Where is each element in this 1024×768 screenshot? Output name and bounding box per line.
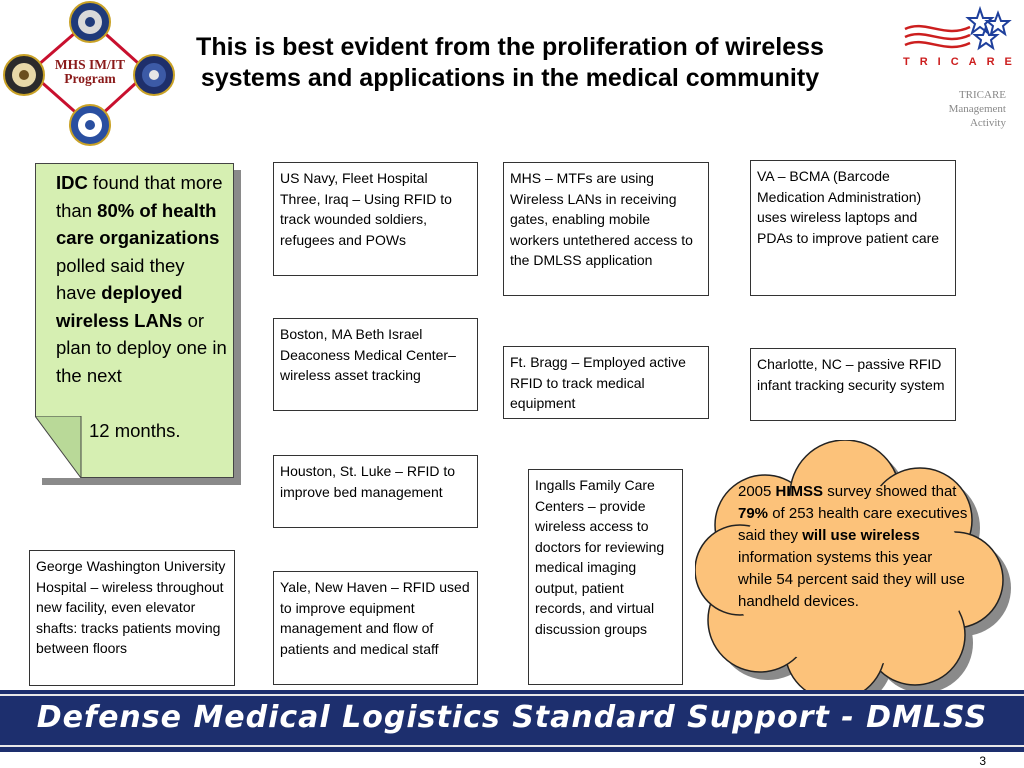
page-title: This is best evident from the proliferation of wireless systems and applications in the medical community: [196, 33, 824, 92]
box-ft-bragg: Ft. Bragg – Employed active RFID to track medical equipment: [503, 346, 709, 419]
himss-text-2: survey showed that: [823, 483, 957, 500]
box-yale-new-haven: Yale, New Haven – RFID used to improve equipment management and flow of patients and medical staff: [273, 571, 478, 685]
box-va-bcma: VA – BCMA (Barcode Medication Administration) uses wireless laptops and PDAs to improve patient care: [750, 160, 956, 296]
program-label-line2: Program: [64, 71, 116, 86]
himss-cloud-text: [738, 481, 968, 613]
himss-text-1: 2005: [738, 483, 776, 500]
dod-seal-icon: [70, 2, 110, 42]
himss-text-3: of 253 health care executives said they: [738, 505, 968, 544]
box-mhs-mtfs: MHS – MTFs are using Wireless LANs in receiving gates, enabling mobile workers untethered access to the DMLSS application: [503, 162, 709, 296]
tricare-wordmark: TRICARE: [903, 56, 1022, 68]
tricare-flag-stars-icon: [900, 5, 1015, 55]
idc-text-3: polled said they have: [56, 254, 185, 303]
idc-note-text: [56, 169, 228, 389]
tricare-logo: [900, 5, 1015, 85]
idc-note: [35, 163, 234, 478]
box-charlotte: Charlotte, NC – passive RFID infant tracking security system: [750, 348, 956, 421]
tricare-sub-line3: Activity: [969, 117, 1006, 129]
footer-top-line: [0, 694, 1024, 696]
footer-bottom-line: [0, 745, 1024, 747]
program-label: [44, 58, 136, 86]
army-seal-icon: [4, 55, 44, 95]
air-force-seal-icon: [70, 105, 110, 145]
idc-text-2: 80% of health care organizations: [56, 199, 220, 248]
himss-text-4: information systems this year while 54 percent said they will use handheld devices.: [738, 549, 965, 610]
tricare-sub-line1: TRICARE: [958, 89, 1006, 101]
box-ingalls-family-care: Ingalls Family Care Centers – provide wireless access to doctors for reviewing medical imaging output, patient records, and virtual discussion groups: [528, 469, 683, 685]
page-number: 3: [979, 754, 986, 768]
navy-seal-icon: [134, 55, 174, 95]
idc-label: IDC: [56, 172, 88, 193]
idc-text-5: or plan to deploy one in the next: [56, 309, 227, 386]
himss-label: HIMSS: [775, 483, 824, 500]
mhs-program-logo: [0, 0, 180, 150]
idc-text-4: deployed wireless LANs: [56, 282, 183, 331]
idc-text-1: found that more than: [56, 172, 223, 221]
tricare-management-activity: [949, 88, 1006, 130]
himss-text-bold: will use wireless: [802, 527, 920, 544]
himss-percent: 79%: [738, 505, 769, 522]
tricare-sub-line2: Management: [948, 103, 1006, 115]
folded-corner-icon: [35, 416, 85, 478]
box-george-washington: George Washington University Hospital – wireless throughout new facility, even elevator shafts: tracks patients moving between floors: [29, 550, 235, 686]
footer-title: Defense Medical Logistics Standard Support - DMLSS: [36, 700, 988, 735]
box-us-navy-fleet-hospital: US Navy, Fleet Hospital Three, Iraq – Using RFID to track wounded soldiers, refugees and POWs: [273, 162, 478, 276]
box-boston-beth-israel: Boston, MA Beth Israel Deaconess Medical Center– wireless asset tracking: [273, 318, 478, 411]
box-houston-st-luke: Houston, St. Luke – RFID to improve bed management: [273, 455, 478, 528]
idc-text-months: 12 months.: [89, 420, 181, 441]
program-label-line1: MHS IM/IT: [54, 57, 126, 72]
